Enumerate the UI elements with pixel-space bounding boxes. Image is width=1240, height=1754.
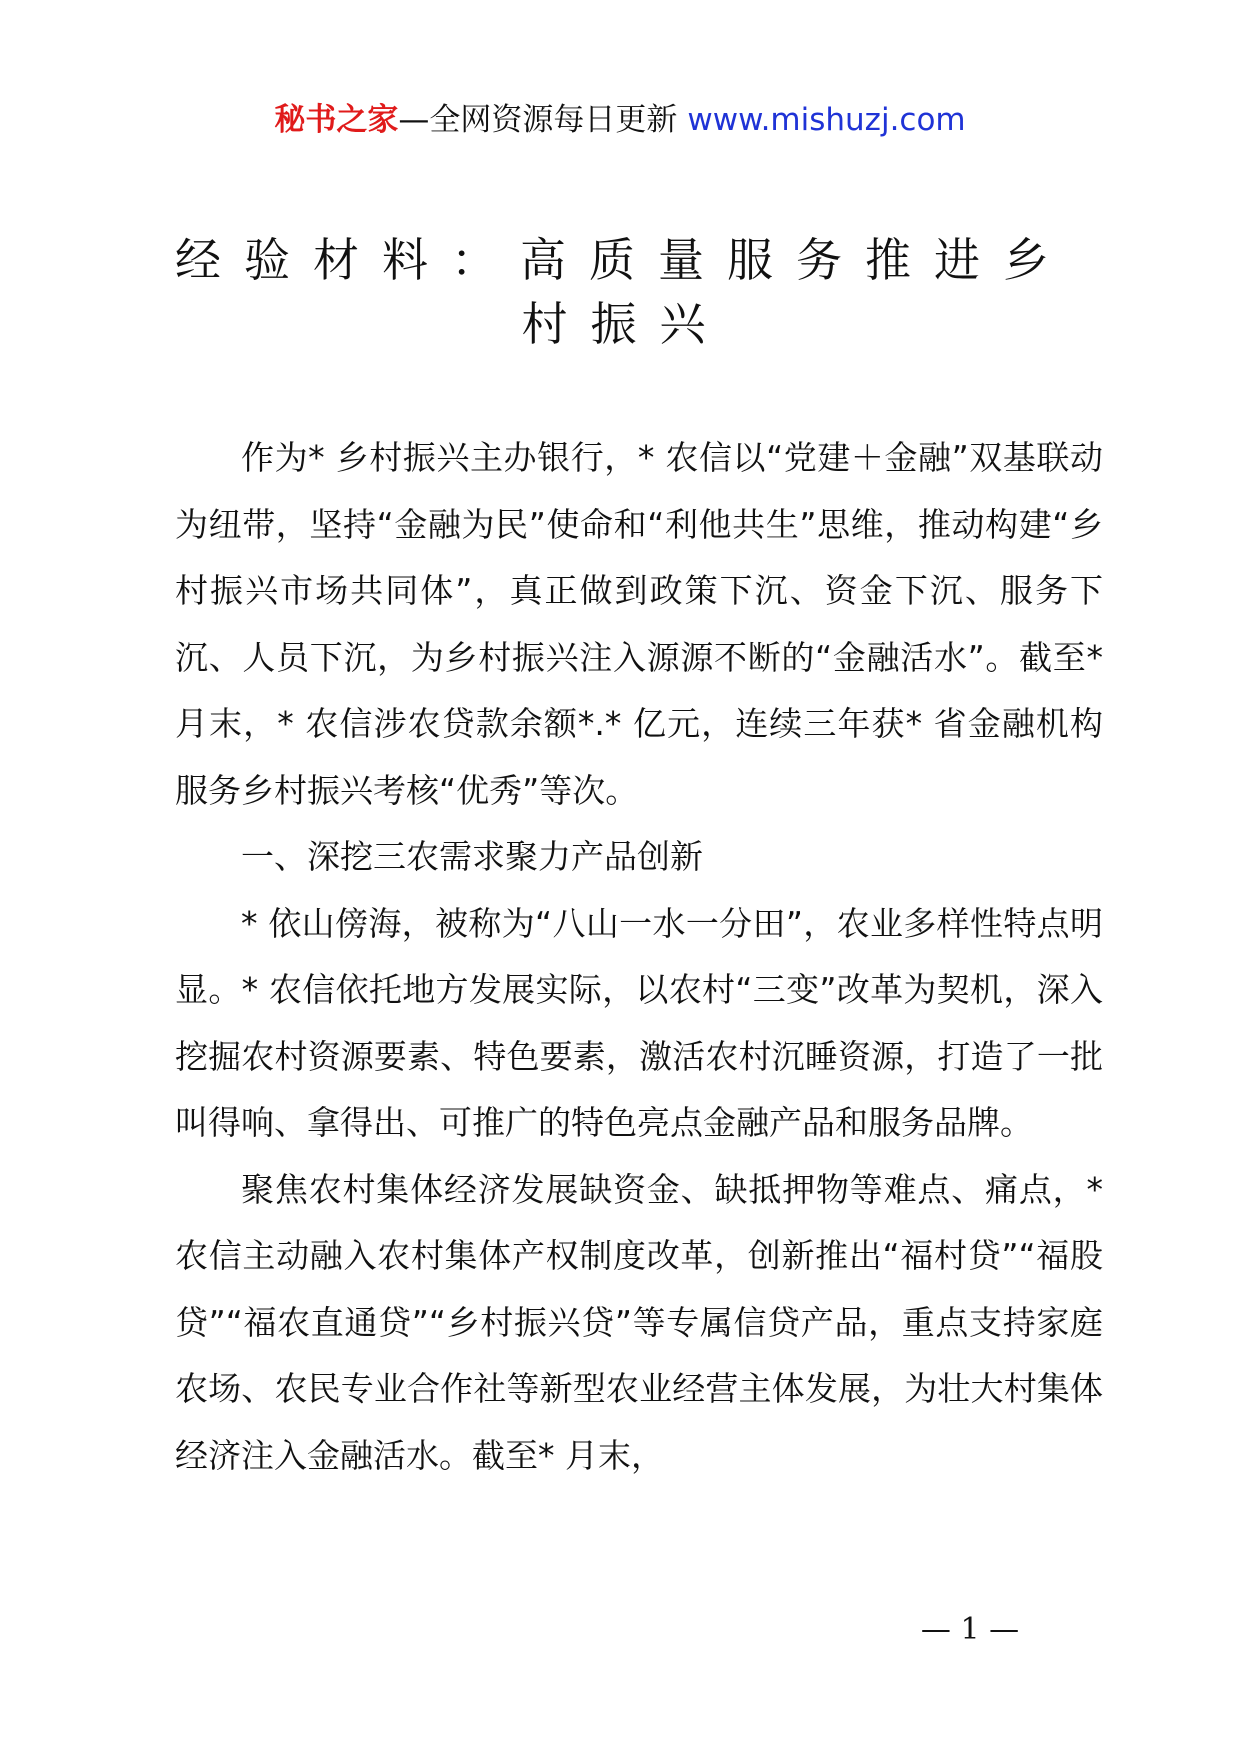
- site-name: 秘书之家: [274, 102, 399, 138]
- site-url-link[interactable]: www.mishuzj.com: [687, 102, 966, 138]
- site-tagline: —全网资源每日更新: [398, 102, 678, 138]
- section-heading: 一、深挖三农需求聚力产品创新: [241, 837, 703, 876]
- intro-paragraph: 作为* 乡村振兴主办银行，* 农信以“党建＋金融”双基联动为纽带，坚持“金融为民”使命和“利他共生”思维，推动构建“乡村振兴市场共同体”，真正做到政策下沉、资金下沉、服务下沉、人员下沉，为乡村振兴注入源源不断的“金融活水”。截至* 月末，* 农信涉农贷款余额*.* 亿元，连续三年获* 省金融机构服务乡村振兴考核“优秀”等次。: [175, 438, 1103, 810]
- page-number: — 1 —: [920, 1612, 1020, 1647]
- title-line-1: 经验材料：高质量服务推进乡: [175, 233, 1072, 287]
- site-banner: [0, 98, 1240, 142]
- document-body: [175, 425, 1103, 1489]
- body-paragraph: * 依山傍海，被称为“八山一水一分田”，农业多样性特点明显。* 农信依托地方发展实际，以农村“三变”改革为契机，深入挖掘农村资源要素、特色要素，激活农村沉睡资源，打造了一批叫得响、拿得出、可推广的特色亮点金融产品和服务品牌。: [175, 903, 1103, 1142]
- title-line-2: 村振兴: [521, 297, 729, 351]
- body-paragraph: 聚焦农村集体经济发展缺资金、缺抵押物等难点、痛点，* 农信主动融入农村集体产权制度改革，创新推出“福村贷”“福股贷”“福农直通贷”“乡村振兴贷”等专属信贷产品，重点支持家庭农场、农民专业合作社等新型农业经营主体发展，为壮大村集体经济注入金融活水。截至* 月末，: [175, 1169, 1103, 1475]
- document-title: [175, 228, 1075, 356]
